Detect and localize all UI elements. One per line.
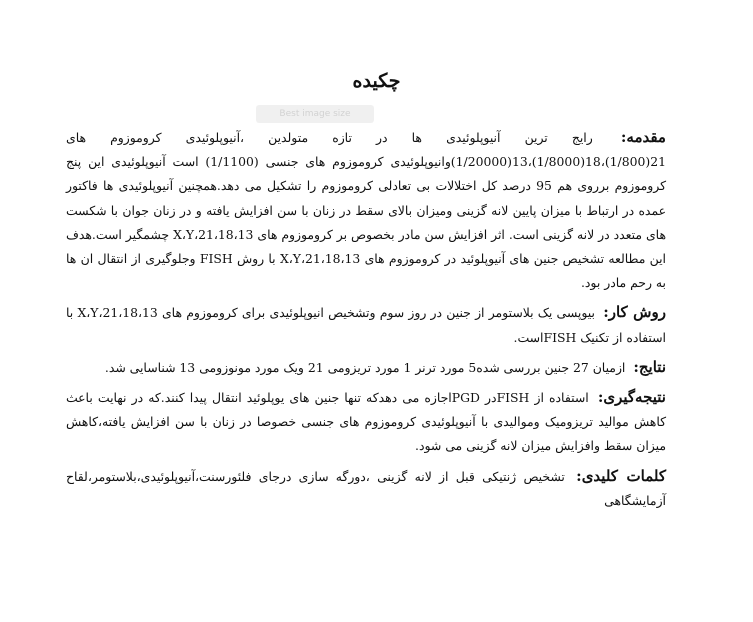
introduction-paragraph	[66, 125, 666, 295]
methods-label: روش کار:	[603, 303, 666, 322]
results-label: نتایج:	[633, 357, 666, 376]
results-text: ازمیان 27 جنین بررسی شده5 مورد ترنر 1 مورد تریزومی 21 ویک مورد مونوزومی 13 شناسایی شد.	[104, 359, 626, 375]
page-title: چکیده	[352, 70, 401, 92]
methods-paragraph	[66, 300, 666, 349]
watermark-badge: Best image size	[256, 105, 374, 123]
keywords-text: تشخیص ژنتیکی قبل از لانه گزینی ،دورگه سازی درجای فلئورسنت،آنیوپلوئیدی،بلاستومر،لقاح آزمایشگاهی	[66, 468, 666, 508]
abstract-body	[66, 125, 666, 518]
conclusion-text: استفاده از FISHدر PGDاجازه می دهدکه تنها جنین های یوپلوئید انتقال پیدا کنند.که در نهایت باعث کاهش موالید تریزومیک وموالیدی با آنیوپلوئیدی کروموزوم های جنسی خصوصا در زنان با سن افزایش یافته،کاهش میزان سقط وافزایش میزان لانه گزینی می شود.	[66, 390, 666, 454]
methods-text: بیوپسی یک بلاستومر از جنین در روز سوم وتشخیص انیوپلوئیدی برای کروموزوم های 21،18،13،X،Y با استفاده از تکنیک FISHاست.	[66, 305, 666, 345]
introduction-label: مقدمه:	[620, 128, 666, 146]
results-paragraph	[66, 355, 666, 380]
keywords-label: کلمات کلیدی:	[576, 466, 666, 485]
introduction-text: رایج ترین آنیوپلوئیدی ها در تازه متولدین ،آنیوپلوئیدی کروموزوم های 21(1/800)،18(1/8000)،13(1/20000)وانیوپلوئیدی کروموزوم های جنسی (1/1100) است آنیوپلوئیدی این پنج کروموزوم برروی هم 95 درصد کل اختلالات بی تعادلی کروموزوم را تشکیل می دهد.همچنین آنیوپلوئیدی ها فاکتور عمده در ارتباط با میزان پایین لانه گزینی ومیزان بالای سقط در زنان با سن افزایش یافته و در زنان جوان با شکست های متعدد در لانه گزینی است. اثر افزایش سن مادر بخصوص بر کروموزوم های 21،18،13،X،Y چشمگیر است.هدف این مطالعه تشخیص جنین های آنیوپلوئید در کروموزوم های 21،18،13،X،Y با روش FISH وجلوگیری از انتقال ان ها به رحم مادر بود.	[66, 130, 667, 291]
conclusion-label: نتیجه‌گیری:	[597, 388, 666, 407]
conclusion-paragraph	[66, 385, 666, 459]
keywords-paragraph	[66, 464, 666, 513]
